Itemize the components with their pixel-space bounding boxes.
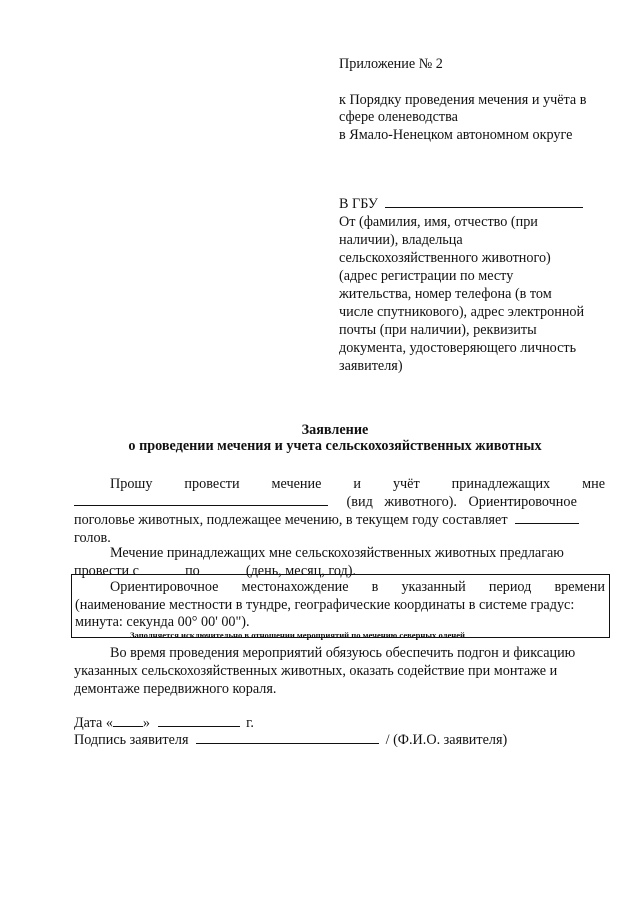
location-line1: Ориентировочное местонахождение в указанный период времени xyxy=(110,579,605,595)
location-line2: (наименование местности в тундре, географические координаты в системе градус: xyxy=(75,597,575,613)
location-note: Заполняется исключительно в отношении мероприятий по мечению северных оленей xyxy=(130,630,466,640)
period-from-label: провести с xyxy=(74,563,139,579)
addressee-from-line: числе спутникового), адрес электронной xyxy=(339,304,585,320)
para3-line2: указанных сельскохозяйственных животных, оказать содействие при монтаже и xyxy=(74,663,558,679)
para1-line3 xyxy=(74,511,579,529)
signature-suffix: / (Ф.И.О. заявителя) xyxy=(385,732,508,748)
date-day-blank[interactable] xyxy=(113,714,143,727)
date-suffix: г. xyxy=(246,715,254,731)
period-to-label: по xyxy=(185,563,200,579)
appendix-ref-line: к Порядку проведения мечения и учёта в xyxy=(339,92,587,108)
para2-line1: Мечение принадлежащих мне сельскохозяйственных животных предлагаю xyxy=(110,545,564,561)
date-month-year-blank[interactable] xyxy=(158,714,240,727)
addressee-from-line: документа, удостоверяющего личность xyxy=(339,340,577,356)
signature-blank[interactable] xyxy=(196,731,379,744)
period-format-label: (день, месяц, год). xyxy=(245,563,357,579)
addressee-from-line: наличии), владельца xyxy=(339,232,463,248)
appendix-ref-line: сфере оленеводства xyxy=(339,109,458,125)
animal-type-blank[interactable] xyxy=(74,493,328,506)
addressee-from-line: почты (при наличии), реквизиты xyxy=(339,322,537,338)
document-title: Заявление xyxy=(301,422,369,438)
appendix-ref-line: в Ямало-Ненецком автономном округе xyxy=(339,127,573,143)
signature-label: Подпись заявителя xyxy=(74,732,189,748)
para1-line4: голов. xyxy=(74,530,111,546)
addressee-to-blank[interactable] xyxy=(385,195,583,208)
addressee-from-line: заявителя) xyxy=(339,358,403,374)
addressee-to-label: В ГБУ xyxy=(339,196,378,212)
date-close-quote: » xyxy=(142,715,151,731)
document-subtitle: о проведении мечения и учета сельскохозяйственных животных xyxy=(128,438,542,454)
para3-line1: Во время проведения мероприятий обязуюсь обеспечить подгон и фиксацию xyxy=(110,645,576,661)
addressee-from-line: сельскохозяйственного животного) xyxy=(339,250,551,266)
animal-type-label: (вид животного). Ориентировочное xyxy=(346,494,577,510)
addressee-to xyxy=(339,195,583,213)
addressee-from-line: (адрес регистрации по месту xyxy=(339,268,514,284)
para1-line1: Прошу провести мечение и учёт принадлежащих мне xyxy=(110,476,605,492)
herd-size-label: поголовье животных, подлежащее мечению, в текущем году составляет xyxy=(74,512,508,528)
appendix-title: Приложение № 2 xyxy=(339,56,443,72)
date-label: Дата « xyxy=(74,715,113,731)
location-line3: минута: секунда 00° 00' 00"). xyxy=(75,614,250,630)
herd-size-blank[interactable] xyxy=(515,511,579,524)
date-row xyxy=(74,714,254,732)
para1-line2 xyxy=(74,493,577,511)
addressee-from-line: жительства, номер телефона (в том xyxy=(339,286,552,302)
signature-row xyxy=(74,731,507,749)
para3-line3: демонтаже передвижного кораля. xyxy=(74,681,277,697)
addressee-from-line: От (фамилия, имя, отчество (при xyxy=(339,214,538,230)
